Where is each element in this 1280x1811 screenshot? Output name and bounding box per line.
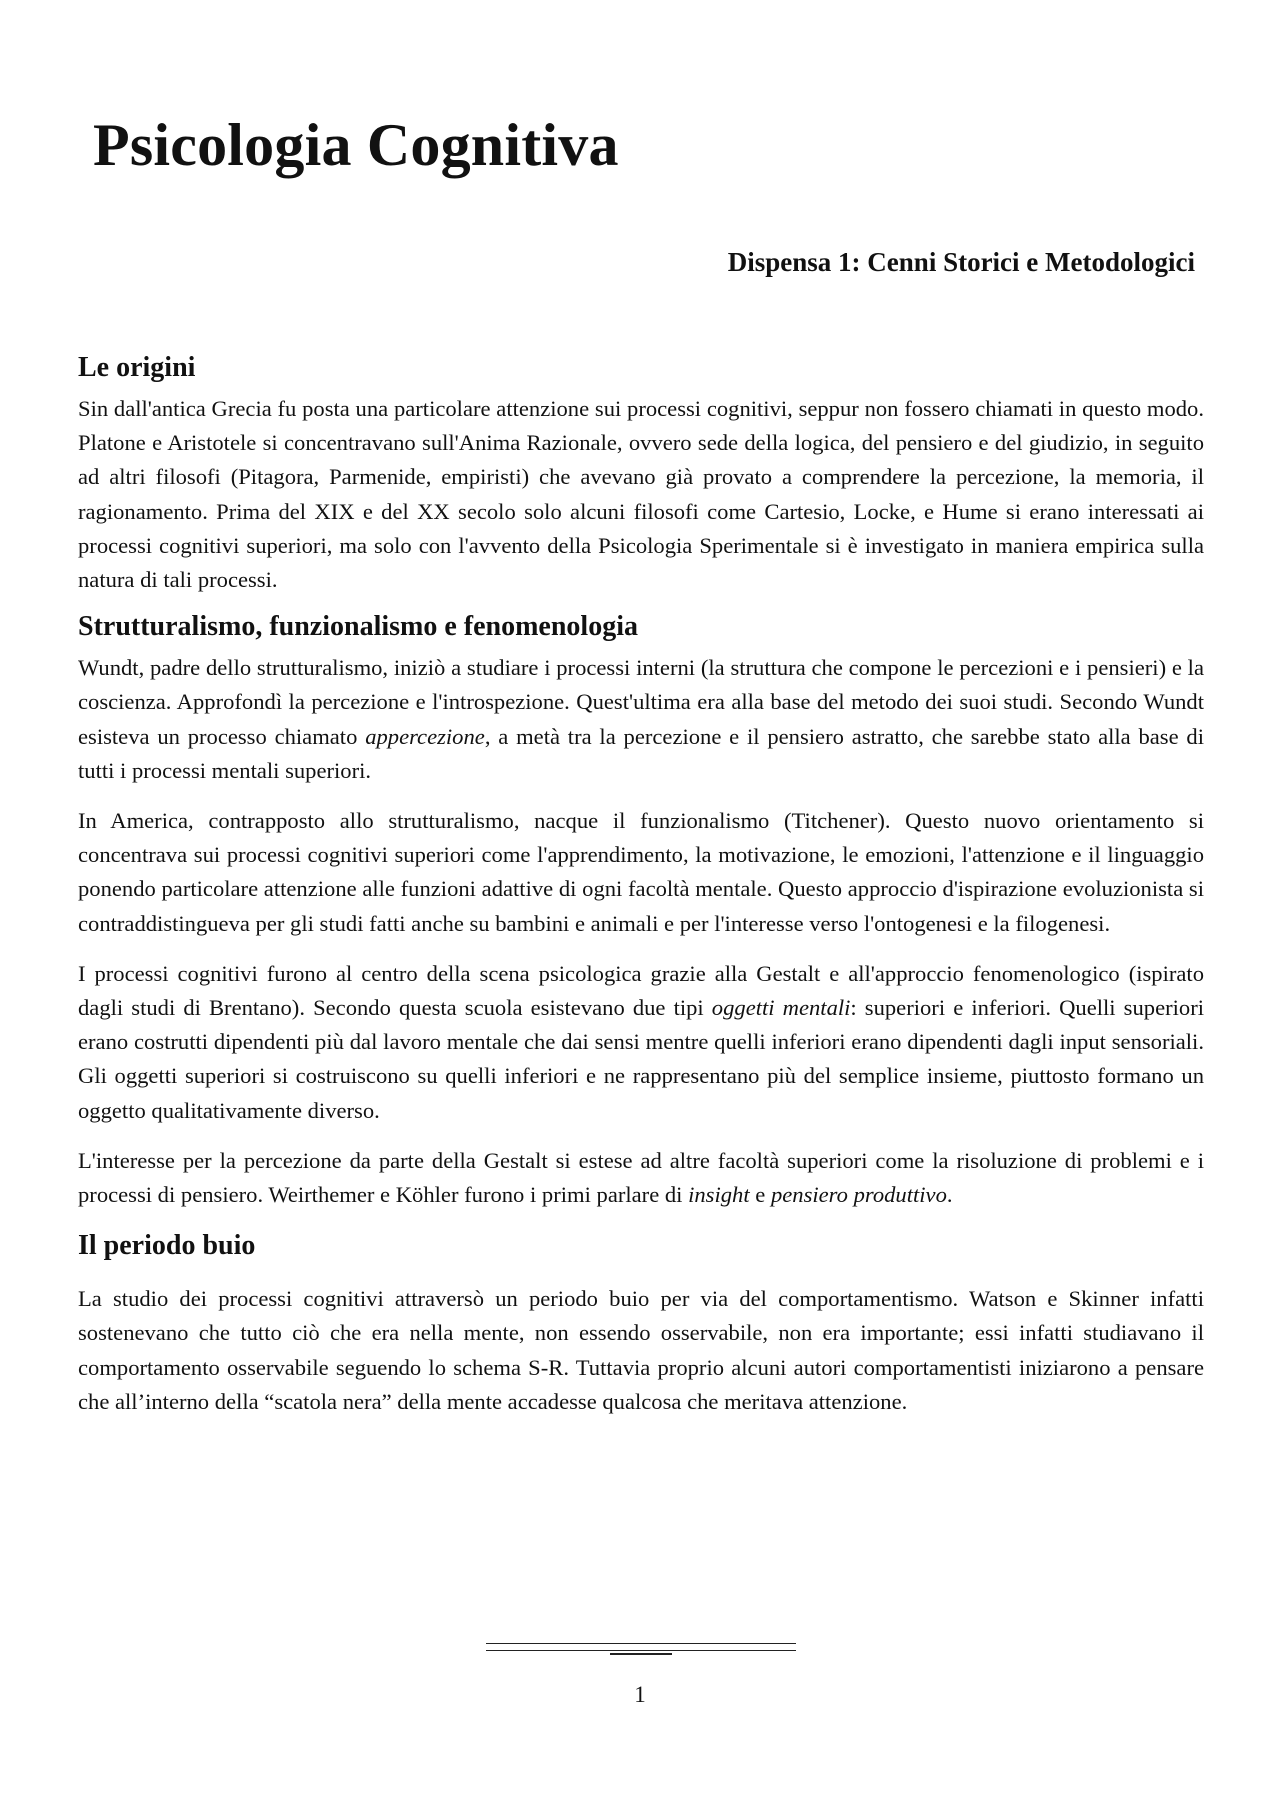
emphasis-term: oggetti mentali <box>711 995 851 1021</box>
document-body <box>78 350 1204 1419</box>
paragraph-text: Wundt, padre dello strutturalismo, iniziò a studiare i processi interni (la struttura che compone le percezioni e i pensieri) e la coscienza. Approfondì la percezione e l'introspezione. Quest'ultima era alla base del metodo dei suoi studi. Secondo Wundt esisteva un processo chiamato <box>78 655 1204 749</box>
page-number: 1 <box>634 1682 646 1707</box>
paragraph <box>78 1144 1204 1212</box>
paragraph <box>78 651 1204 788</box>
page-subtitle: Dispensa 1: Cenni Storici e Metodologici <box>727 247 1195 277</box>
emphasis-term: insight <box>688 1182 750 1208</box>
paragraph: Sin dall'antica Grecia fu posta una particolare attenzione sui processi cognitivi, seppur non fossero chiamati in questo modo. Platone e Aristotele si concentravano sull'Anima Razionale, ovvero sede della logica, del pensiero e del giudizio, in seguito ad altri filosofi (Pitagora, Parmenide, empiristi) che avevano già provato a comprendere la percezione, la memoria, il ragionamento. Prima del XIX e del XX secolo solo alcuni filosofi come Cartesio, Locke, e Hume si erano interessati ai processi cognitivi superiori, ma solo con l'avvento della Psicologia Sperimentale si è investigato in maniera empirica sulla natura di tali processi. <box>78 396 1204 593</box>
page-title: Psicologia Cognitiva <box>93 112 619 178</box>
paragraph-text: , a metà tra la percezione e il pensiero astratto, che sarebbe stato alla base di tutti i processi mentali superiori. <box>78 723 1204 783</box>
emphasis-term: pensiero produttivo <box>770 1182 947 1208</box>
section-heading: Strutturalismo, funzionalismo e fenomenologia <box>78 611 638 643</box>
paragraph-text: : superiori e inferiori. Quelli superiori erano costrutti dipendenti più dal lavoro mentale che dai sensi mentre quelli inferiori erano dipendenti dagli input sensoriali. Gli oggetti superiori si costruiscono su quelli inferiori e ne rappresentano più del semplice insieme, piuttosto formano un oggetto qualitativamente diverso. <box>78 995 1204 1123</box>
section-heading: Le origini <box>78 352 196 383</box>
paragraph: La studio dei processi cognitivi attraversò un periodo buio per via del comportamentismo. Watson e Skinner infatti sostenevano che tutto ciò che era nella mente, non essendo osservabile, non era importante; essi infatti studiavano il comportamento osservabile seguendo lo schema S-R. Tuttavia proprio alcuni autori comportamentisti iniziarono a pensare che all’interno della “scatola nera” della mente accadesse qualcosa che meritava attenzione. <box>78 1286 1204 1414</box>
paragraph: In America, contrapposto allo strutturalismo, nacque il funzionalismo (Titchener). Questo nuovo orientamento si concentrava sui processi cognitivi superiori come l'apprendimento, la motivazione, le emozioni, l'attenzione e il linguaggio ponendo particolare attenzione alle funzioni adattive di ogni facoltà mentale. Questo approccio d'ispirazione evoluzionista si contraddistingueva per gli studi fatti anche su bambini e animali e per l'interesse verso l'ontogenesi e la filogenesi. <box>78 808 1204 936</box>
paragraph <box>78 957 1204 1128</box>
section-strutturalismo <box>78 609 1204 1212</box>
footer-divider-accent <box>610 1653 672 1655</box>
paragraph-text: e <box>749 1182 771 1208</box>
section-heading: Il periodo buio <box>78 1230 256 1262</box>
section-periodo-buio <box>78 1228 1204 1419</box>
paragraph-text: I processi cognitivi furono al centro della scena psicologica grazie alla Gestalt e all'approccio fenomenologico (ispirato dagli studi di Brentano). Secondo questa scuola esistevano due tipi <box>78 960 1204 1021</box>
footer-divider <box>486 1643 796 1651</box>
paragraph-text: L'interesse per la percezione da parte della Gestalt si estese ad altre facoltà superiori come la risoluzione di problemi e i processi di pensiero. Weirthemer e Köhler furono i primi parlare di <box>78 1147 1204 1208</box>
paragraph-text: . <box>946 1182 953 1208</box>
emphasis-term: appercezione <box>365 723 485 749</box>
section-le-origini <box>78 350 1204 597</box>
